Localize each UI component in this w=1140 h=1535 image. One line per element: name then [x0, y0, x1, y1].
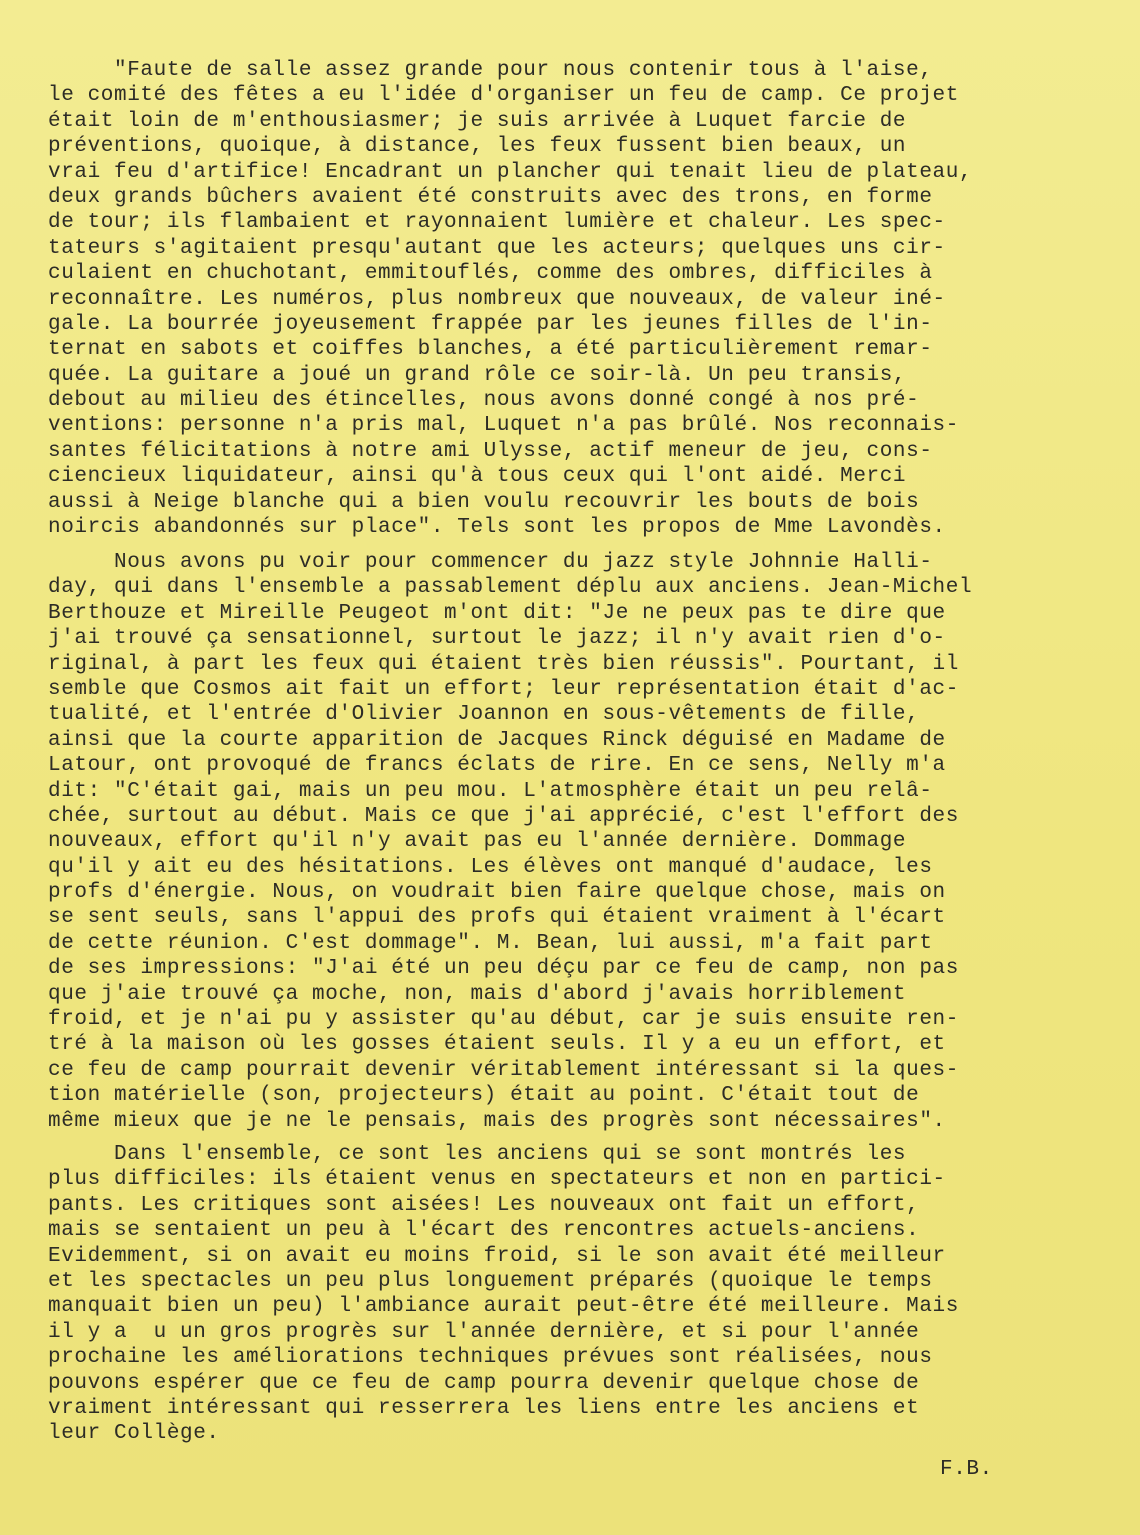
text-line: vrai feu d'artifice! Encadrant un plancher qui tenait lieu de plateau,: [48, 160, 973, 184]
text-line: aussi à Neige blanche qui a bien voulu recouvrir les bouts de bois: [48, 490, 920, 514]
text-line: santes félicitations à notre ami Ulysse, actif meneur de jeu, cons-: [48, 439, 933, 463]
text-line: Berthouze et Mireille Peugeot m'ont dit: "Je ne peux pas te dire que: [48, 601, 946, 625]
text-line: tateurs s'agitaient presqu'autant que les acteurs; quelques uns cir-: [48, 236, 946, 260]
text-line: froid, et je n'ai pu y assister qu'au début, car je suis ensuite ren-: [48, 1008, 959, 1032]
text-line: ce feu de camp pourrait devenir véritablement intéressant si la ques-: [48, 1058, 959, 1082]
text-line: quée. La guitare a joué un grand rôle ce soir-là. Un peu transis,: [48, 363, 907, 387]
text-line: se sent seuls, sans l'appui des profs qui étaient vraiment à l'écart: [48, 906, 946, 930]
text-line: culaient en chuchotant, emmitouflés, comme des ombres, difficiles à: [48, 262, 933, 286]
text-line: dit: "C'était gai, mais un peu mou. L'atmosphère était un peu relâ-: [48, 779, 933, 803]
text-line: reconnaître. Les numéros, plus nombreux que nouveaux, de valeur iné-: [48, 287, 946, 311]
text-line: de ses impressions: "J'ai été un peu déçu par ce feu de camp, non pas: [48, 957, 959, 981]
text-line: tion matérielle (son, projecteurs) était au point. C'était tout de: [48, 1084, 920, 1108]
text-line: que j'aie trouvé ça moche, non, mais d'abord j'avais horriblement: [48, 982, 907, 1006]
text-line: debout au milieu des étincelles, nous avons donné congé à nos pré-: [48, 389, 920, 413]
text-line: day, qui dans l'ensemble a passablement déplu aux anciens. Jean-Michel: [48, 576, 973, 600]
text-line: tualité, et l'entrée d'Olivier Joannon en sous-vêtements de fille,: [48, 703, 920, 727]
text-line: ventions: personne n'a pris mal, Luquet n'a pas brûlé. Nos reconnais-: [48, 414, 959, 438]
text-line: gale. La bourrée joyeusement frappée par les jeunes filles de l'in-: [48, 312, 933, 336]
text-line: plus difficiles: ils étaient venus en spectateurs et non en partici-: [48, 1168, 946, 1192]
text-line: chée, surtout au début. Mais ce que j'ai apprécié, c'est l'effort des: [48, 804, 959, 828]
text-line: même mieux que je ne le pensais, mais des progrès sont nécessaires".: [48, 1109, 946, 1133]
text-line: deux grands bûchers avaient été construits avec des trons, en forme: [48, 185, 933, 209]
text-line: pouvons espérer que ce feu de camp pourra devenir quelque chose de: [48, 1371, 920, 1395]
article-body: [48, 58, 1088, 1462]
text-line: profs d'énergie. Nous, on voudrait bien faire quelque chose, mais on: [48, 881, 946, 905]
text-line: j'ai trouvé ça sensationnel, surtout le jazz; il n'y avait rien d'o-: [48, 627, 946, 651]
text-line: ternat en sabots et coiffes blanches, a été particulièrement remar-: [48, 338, 933, 362]
text-line: pants. Les critiques sont aisées! Les nouveaux ont fait un effort,: [48, 1193, 920, 1217]
text-line: leur Collège.: [48, 1422, 220, 1446]
text-line: "Faute de salle assez grande pour nous contenir tous à l'aise,: [48, 59, 933, 82]
text-line: semble que Cosmos ait fait un effort; leur représentation était d'ac-: [48, 677, 959, 701]
author-signature: F.B.: [940, 1458, 993, 1481]
text-line: noircis abandonnés sur place". Tels sont les propos de Mme Lavondès.: [48, 516, 946, 540]
text-line: Dans l'ensemble, ce sont les anciens qui se sont montrés les: [48, 1143, 907, 1166]
text-line: Latour, ont provoqué de francs éclats de rire. En ce sens, Nelly m'a: [48, 754, 946, 778]
text-line: manquait bien un peu) l'ambiance aurait peut-être été meilleure. Mais: [48, 1295, 959, 1319]
text-line: prochaine les améliorations techniques prévues sont réalisées, nous: [48, 1346, 933, 1370]
text-line: Evidemment, si on avait eu moins froid, si le son avait été meilleur: [48, 1244, 946, 1268]
text-line: de tour; ils flambaient et rayonnaient lumière et chaleur. Les spec-: [48, 211, 946, 235]
paragraph-2: [48, 550, 1088, 1142]
paragraph-3: [48, 1142, 1088, 1462]
text-line: ainsi que la courte apparition de Jacques Rinck déguisé en Madame de: [48, 728, 946, 752]
text-line: de cette réunion. C'est dommage". M. Bean, lui aussi, m'a fait part: [48, 931, 933, 955]
text-line: nouveaux, effort qu'il n'y avait pas eu l'année dernière. Dommage: [48, 830, 907, 854]
text-line: qu'il y ait eu des hésitations. Les élèves ont manqué d'audace, les: [48, 855, 933, 879]
text-line: il y a u un gros progrès sur l'année dernière, et si pour l'année: [48, 1320, 920, 1344]
text-line: était loin de m'enthousiasmer; je suis arrivée à Luquet farcie de: [48, 109, 907, 133]
text-line: vraiment intéressant qui resserrera les liens entre les anciens et: [48, 1396, 920, 1420]
text-line: mais se sentaient un peu à l'écart des rencontres actuels-anciens.: [48, 1219, 920, 1243]
text-line: riginal, à part les feux qui étaient très bien réussis". Pourtant, il: [48, 652, 959, 676]
paragraph-1: [48, 58, 1088, 550]
text-line: tré à la maison où les gosses étaient seuls. Il y a eu un effort, et: [48, 1033, 946, 1057]
text-line: et les spectacles un peu plus longuement préparés (quoique le temps: [48, 1269, 933, 1293]
text-line: préventions, quoique, à distance, les feux fussent bien beaux, un: [48, 135, 907, 159]
text-line: Nous avons pu voir pour commencer du jazz style Johnnie Halli-: [48, 551, 933, 574]
text-line: le comité des fêtes a eu l'idée d'organiser un feu de camp. Ce projet: [48, 84, 959, 108]
text-line: ciencieux liquidateur, ainsi qu'à tous ceux qui l'ont aidé. Merci: [48, 465, 907, 489]
